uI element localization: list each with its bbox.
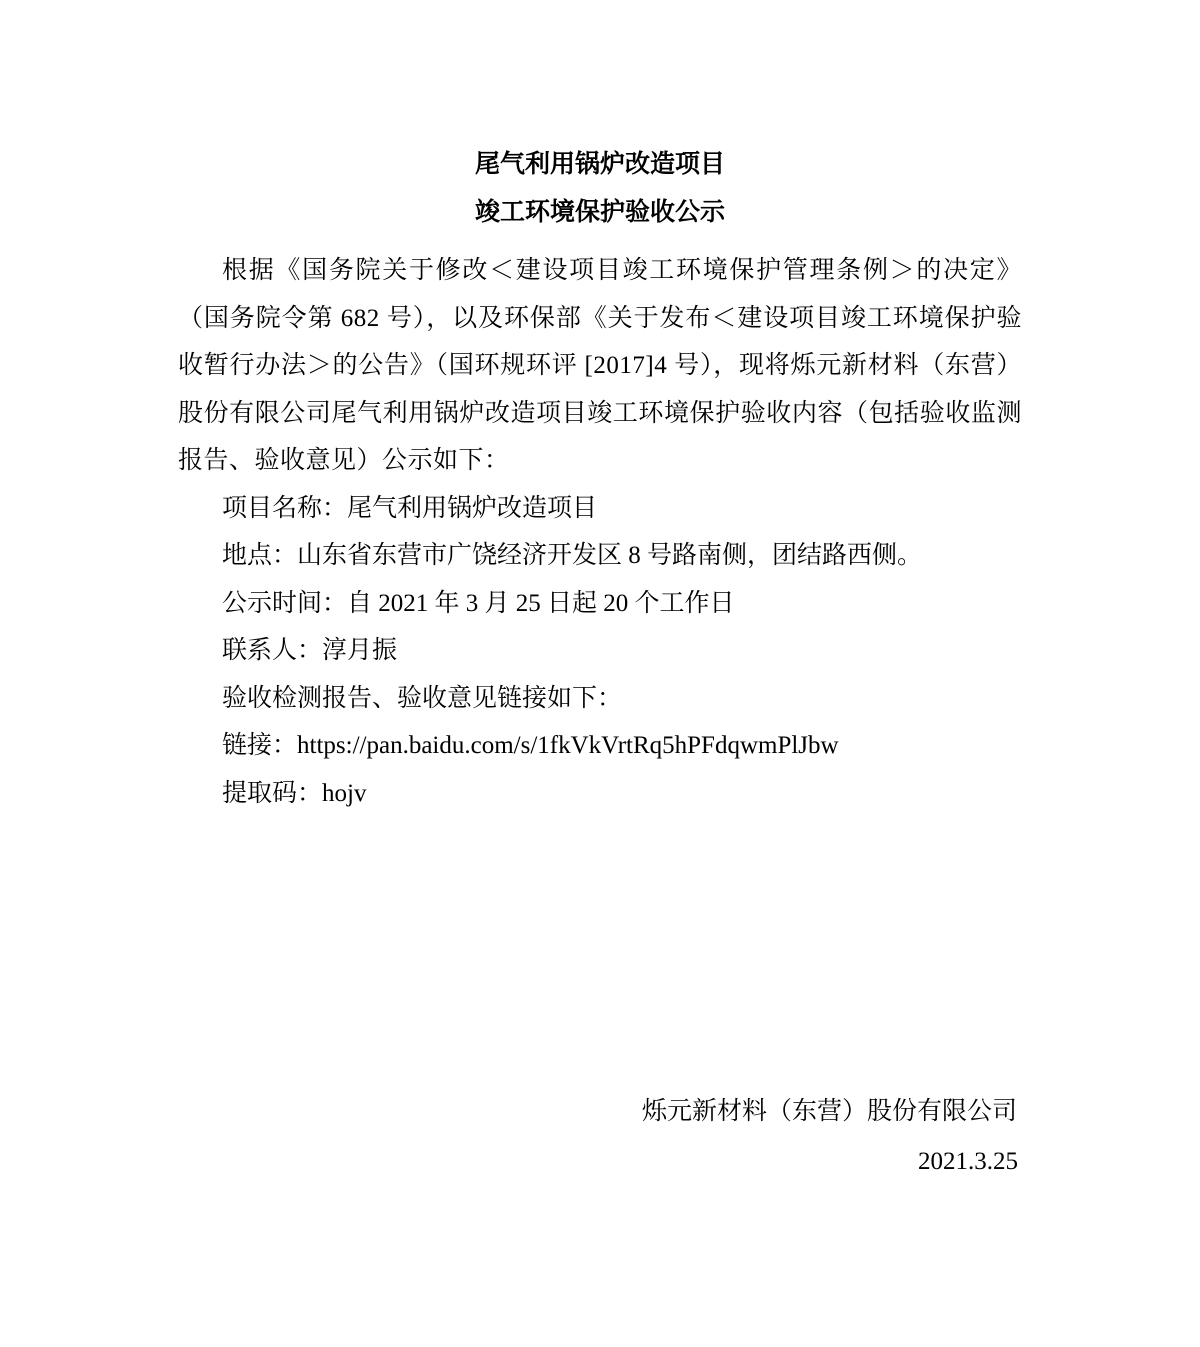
intro-paragraph: 根据《国务院关于修改＜建设项目竣工环境保护管理条例＞的决定》（国务院令第 682 号），以及环保部《关于发布＜建设项目竣工环境保护验收暂行办法＞的公告》（国环规环评 [2017]4 号），现将烁元新材料（东营）股份有限公司尾气利用锅炉改造项目竣工环境保护验收内容（包括验收监测报告、验收意见）公示如下：: [178, 257, 1022, 474]
field-publicity-period: [178, 580, 1022, 628]
field-project-name-label: 项目名称：: [222, 494, 348, 522]
field-links-heading: [178, 675, 1022, 723]
field-contact-person-value: 淳月振: [322, 637, 398, 664]
field-location-value: 山东省东营市广饶经济开发区 8 号路南侧，团结路西侧。: [297, 542, 923, 569]
page-title-line2: 竣工环境保护验收公示: [474, 198, 725, 226]
field-project-name: [178, 485, 1022, 533]
field-contact-person-label: 联系人：: [222, 637, 323, 664]
field-publicity-period-value: 自 2021 年 3 月 25 日起 20 个工作日: [347, 589, 735, 617]
field-project-name-value: 尾气利用锅炉改造项目: [347, 494, 598, 522]
field-extraction-code: [178, 770, 1022, 818]
signature-company: 烁元新材料（东营）股份有限公司: [641, 1098, 1017, 1125]
field-location-label: 地点：: [222, 542, 298, 569]
field-extraction-code-label: 提取码：: [222, 779, 323, 807]
field-contact-person: [178, 627, 1022, 675]
signature-block: [178, 1087, 1022, 1187]
field-link-url-label: 链接：: [222, 732, 298, 759]
link-url-text: https://pan.baidu.com/s/1fkVkVrtRq5hPFdqwmPlJbw: [297, 732, 839, 759]
signature-date: 2021.3.25: [918, 1148, 1018, 1175]
field-publicity-period-label: 公示时间：: [222, 589, 348, 617]
field-link-url: [178, 722, 1022, 770]
page-title-line1: 尾气利用锅炉改造项目: [474, 151, 725, 178]
extraction-code-value: hojv: [322, 779, 367, 807]
field-links-heading-label: 验收检测报告、验收意见链接如下：: [222, 684, 623, 712]
field-location: [178, 532, 1022, 580]
document-body: [178, 141, 1022, 817]
